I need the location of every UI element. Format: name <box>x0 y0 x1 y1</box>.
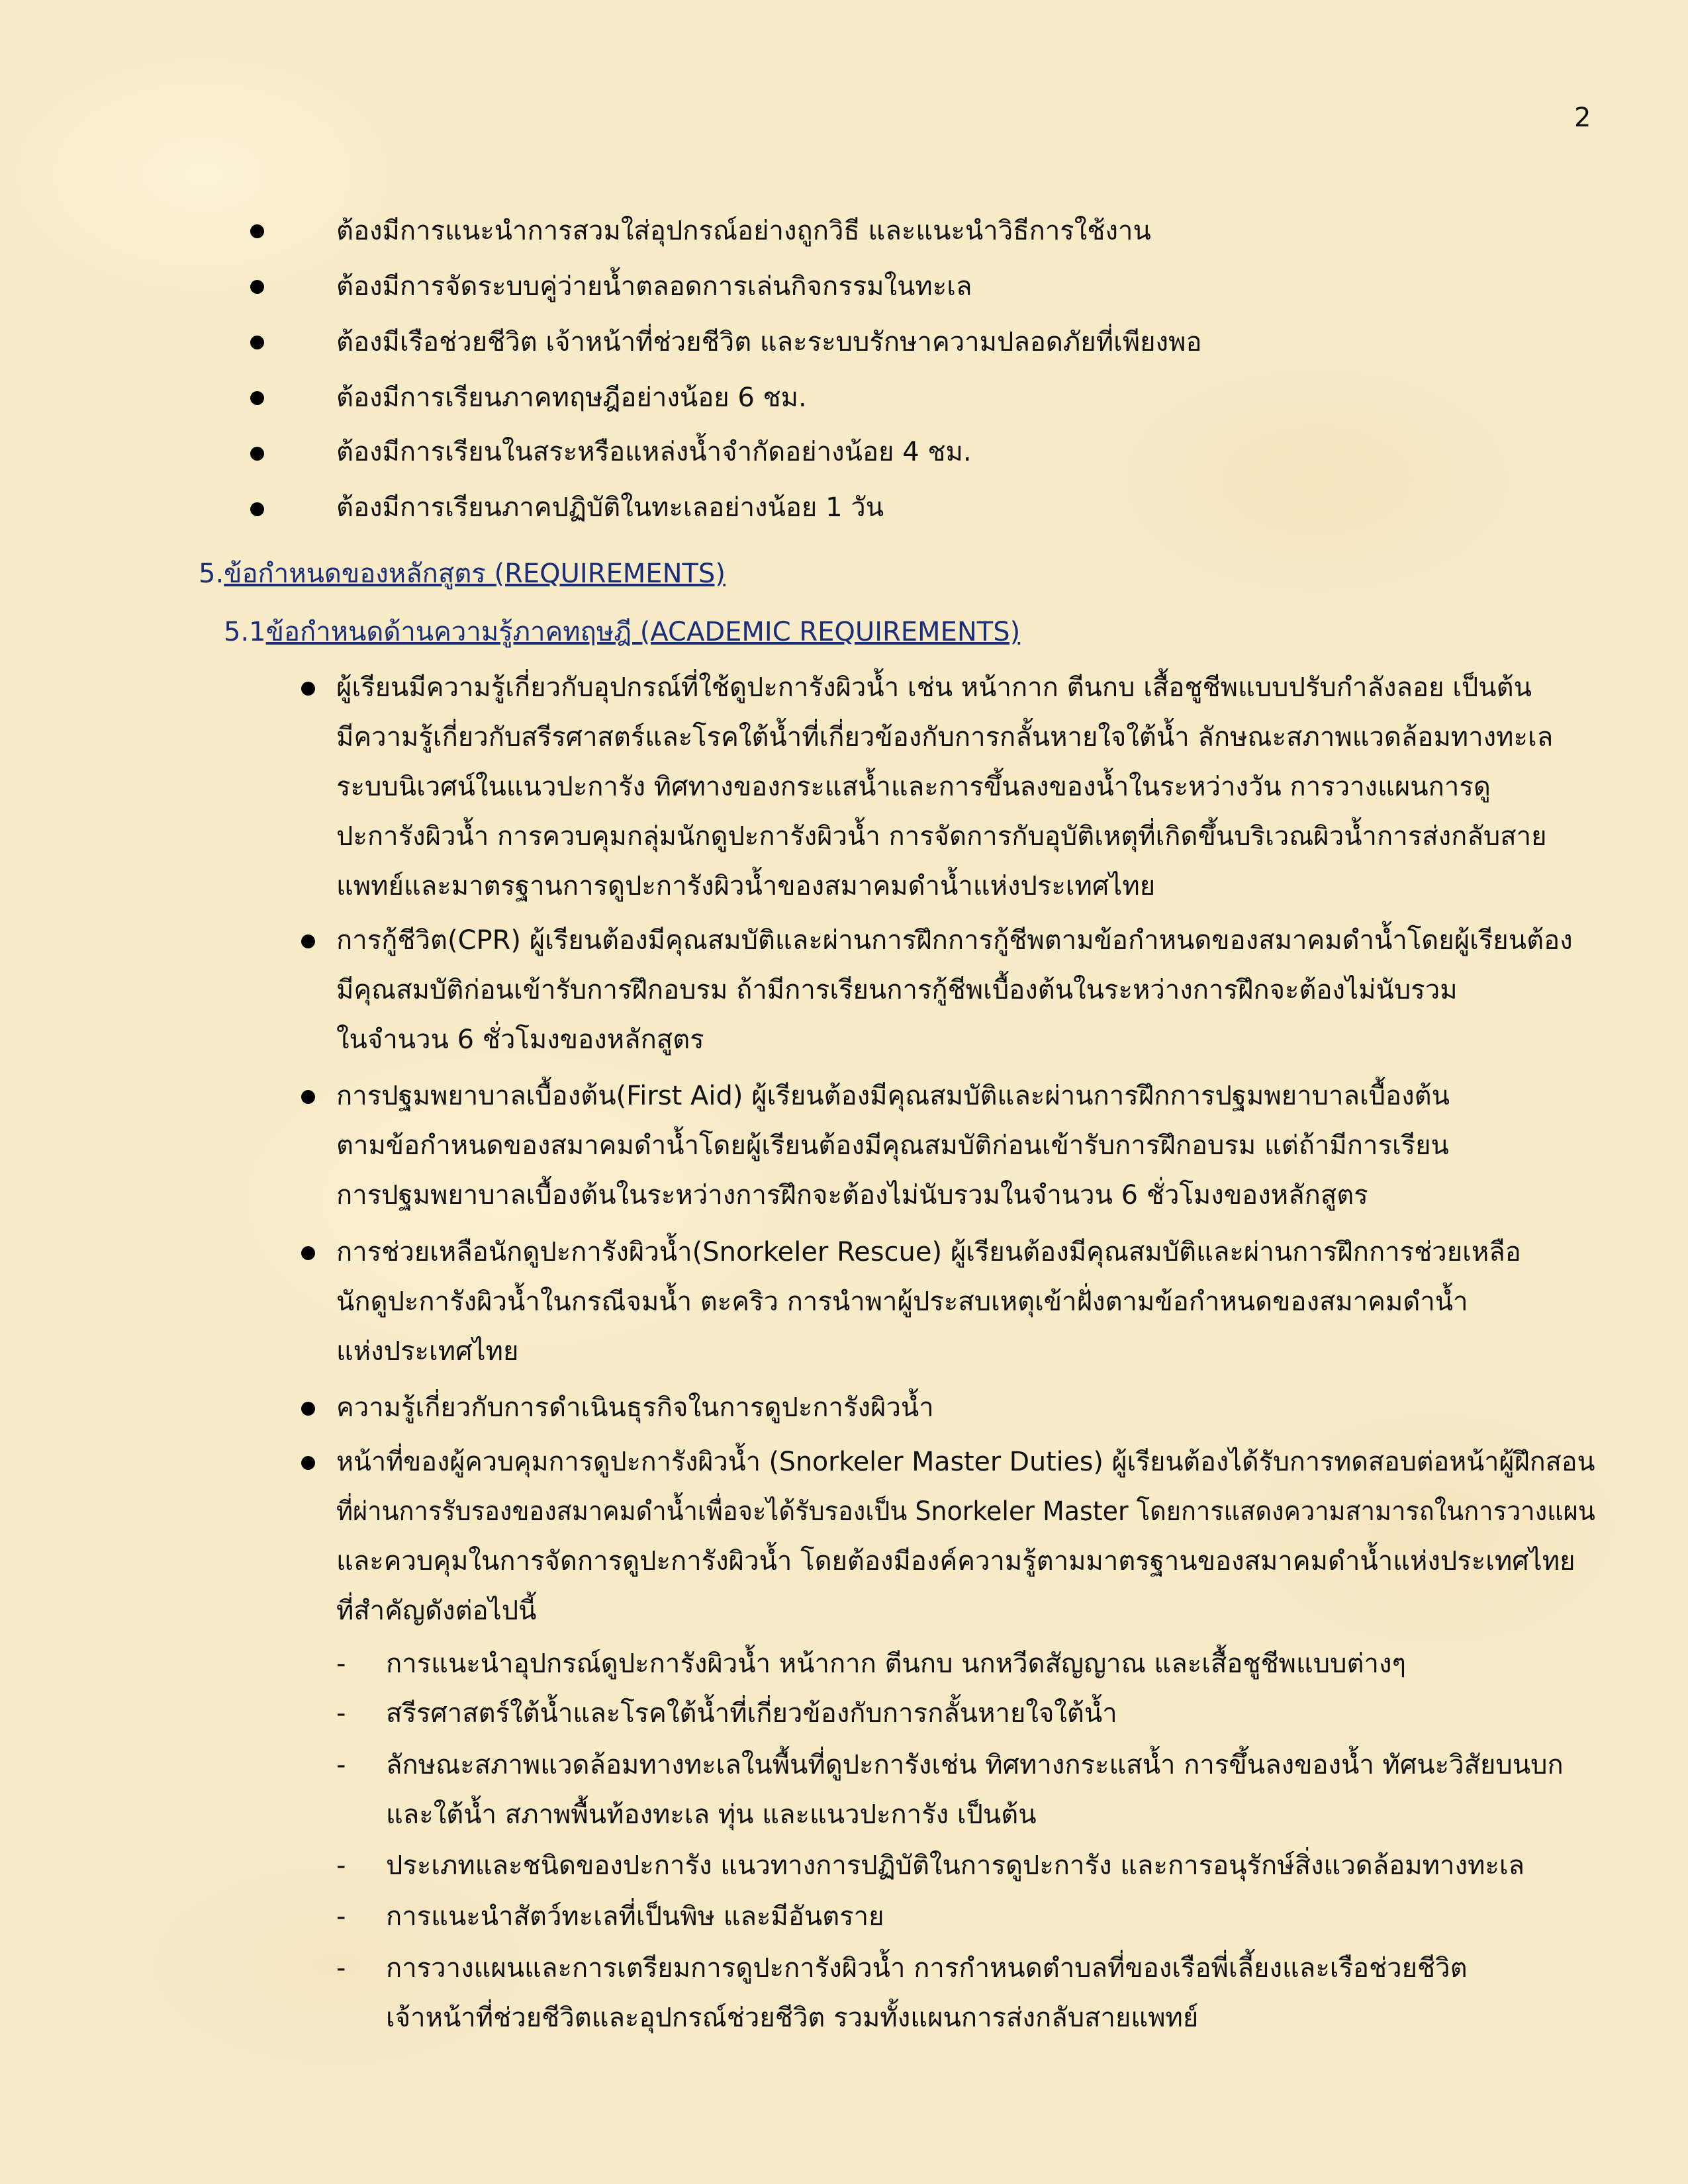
list-item: การแนะนำสัตว์ทะเลที่เป็นพิษ และมีอันตราย <box>386 1901 884 1932</box>
list-item: สรีรศาสตร์ใต้น้ำและโรคใต้น้ำที่เกี่ยวข้องกับการกลั้นหายใจใต้น้ำ <box>386 1698 1117 1729</box>
list-item: ต้องมีการจัดระบบคู่ว่ายน้ำตลอดการเล่นกิจกรรมในทะเล <box>336 271 972 302</box>
section-5-1-number: 5.1 <box>224 617 266 647</box>
paragraph-line: หน้าที่ของผู้ควบคุมการดูปะการังผิวน้ำ (Snorkeler Master Duties) ผู้เรียนต้องได้รับการทดสอบต่อหน้าผู้ฝึกสอน <box>336 1447 1595 1477</box>
paragraph-line: การปฐมพยาบาลเบื้องต้นในระหว่างการฝึกจะต้องไม่นับรวมในจำนวน 6 ชั่วโมงของหลักสูตร <box>336 1180 1368 1210</box>
section-5-1-title: ข้อกำหนดด้านความรู้ภาคทฤษฎี (ACADEMIC REQUIREMENTS) <box>265 617 1021 647</box>
bullet-icon <box>250 447 264 461</box>
bullet-icon <box>250 280 264 294</box>
bullet-icon <box>250 391 264 405</box>
paragraph-line: นักดูปะการังผิวน้ำในกรณีจมน้ำ ตะคริว การนำพาผู้ประสบเหตุเข้าฝั่งตามข้อกำหนดของสมาคมดำน้ำ <box>336 1287 1468 1317</box>
paragraph-line: การปฐมพยาบาลเบื้องต้น(First Aid) ผู้เรียนต้องมีคุณสมบัติและผ่านการฝึกการปฐมพยาบาลเบื้องต้น <box>336 1081 1450 1111</box>
section-5-title: ข้อกำหนดของหลักสูตร (REQUIREMENTS) <box>224 559 726 589</box>
section-5-number: 5. <box>199 559 224 589</box>
paragraph-line: ผู้เรียนมีความรู้เกี่ยวกับอุปกรณ์ที่ใช้ดูปะการังผิวน้ำ เช่น หน้ากาก ตีนกบ เสื้อชูชีพแบบปรับกำลังลอย เป็นต้น <box>336 672 1532 703</box>
bullet-icon <box>301 1402 315 1416</box>
bullet-icon <box>301 1090 315 1104</box>
paragraph-line: ตามข้อกำหนดของสมาคมดำน้ำโดยผู้เรียนต้องมีคุณสมบัติก่อนเข้ารับการฝึกอบรม แต่ถ้ามีการเรียน <box>336 1130 1449 1161</box>
dash-marker: - <box>336 1649 346 1679</box>
bullet-icon <box>250 336 264 349</box>
list-item: ต้องมีการเรียนในสระหรือแหล่งน้ำจำกัดอย่างน้อย 4 ชม. <box>336 437 972 467</box>
dash-marker: - <box>336 1953 346 1983</box>
paragraph-line: การช่วยเหลือนักดูปะการังผิวน้ำ(Snorkeler Rescue) ผู้เรียนต้องมีคุณสมบัติและผ่านการฝึกการช่วยเหลือ <box>336 1237 1521 1267</box>
list-item: ต้องมีการแนะนำการสวมใส่อุปกรณ์อย่างถูกวิธี และแนะนำวิธีการใช้งาน <box>336 216 1151 246</box>
section-5-heading <box>199 558 726 590</box>
list-item: ลักษณะสภาพแวดล้อมทางทะเลในพื้นที่ดูปะการังเช่น ทิศทางกระแสน้ำ การขึ้นลงของน้ำ ทัศนะวิสัยบนบก <box>386 1750 1564 1780</box>
paragraph-line: ความรู้เกี่ยวกับการดำเนินธุรกิจในการดูปะการังผิวน้ำ <box>336 1392 934 1423</box>
page-number: 2 <box>1574 103 1591 133</box>
dash-marker: - <box>336 1901 346 1932</box>
section-5-1-heading <box>224 616 1020 648</box>
list-item: ต้องมีการเรียนภาคปฏิบัติในทะเลอย่างน้อย 1 วัน <box>336 492 884 523</box>
list-item: การแนะนำอุปกรณ์ดูปะการังผิวน้ำ หน้ากาก ตีนกบ นกหวีดสัญญาณ และเสื้อชูชีพแบบต่างๆ <box>386 1649 1406 1679</box>
paragraph-line: และควบคุมในการจัดการดูปะการังผิวน้ำ โดยต้องมีองค์ความรู้ตามมาตรฐานของสมาคมดำน้ำแห่งประเทศไทย <box>336 1546 1575 1576</box>
list-item: การวางแผนและการเตรียมการดูปะการังผิวน้ำ การกำหนดตำบลที่ของเรือพี่เลี้ยงและเรือช่วยชีวิต <box>386 1953 1468 1983</box>
paragraph-line: แพทย์และมาตรฐานการดูปะการังผิวน้ำของสมาคมดำน้ำแห่งประเทศไทย <box>336 871 1156 901</box>
paragraph-line: มีความรู้เกี่ยวกับสรีรศาสตร์และโรคใต้น้ำที่เกี่ยวข้องกับการกลั้นหายใจใต้น้ำ ลักษณะสภาพแวดล้อมทางทะเล <box>336 722 1554 752</box>
list-item: ประเภทและชนิดของปะการัง แนวทางการปฏิบัติในการดูปะการัง และการอนุรักษ์สิ่งแวดล้อมทางทะเล <box>386 1850 1525 1881</box>
list-item: ต้องมีการเรียนภาคทฤษฎีอย่างน้อย 6 ชม. <box>336 383 807 413</box>
bullet-icon <box>250 502 264 516</box>
bullet-icon <box>301 1246 315 1260</box>
paragraph-line: มีคุณสมบัติก่อนเข้ารับการฝึกอบรม ถ้ามีการเรียนการกู้ชีพเบื้องต้นในระหว่างการฝึกจะต้องไม่นับรวม <box>336 975 1458 1005</box>
bullet-icon <box>301 934 315 948</box>
dash-marker: - <box>336 1698 346 1729</box>
paragraph-line: แห่งประเทศไทย <box>336 1336 519 1367</box>
paragraph-line: ระบบนิเวศน์ในแนวปะการัง ทิศทางของกระแสน้ำและการขึ้นลงของน้ำในระหว่างวัน การวางแผนการดู <box>336 772 1491 802</box>
paragraph-line: ที่สำคัญดังต่อไปนี้ <box>336 1596 537 1626</box>
bullet-icon <box>301 682 315 696</box>
bullet-icon <box>301 1456 315 1470</box>
dash-marker: - <box>336 1750 346 1780</box>
paragraph-line: การกู้ชีวิต(CPR) ผู้เรียนต้องมีคุณสมบัติและผ่านการฝึกการกู้ชีพตามข้อกำหนดของสมาคมดำน้ำโดยผู้เรียนต้อง <box>336 925 1573 956</box>
list-item: ต้องมีเรือช่วยชีวิต เจ้าหน้าที่ช่วยชีวิต และระบบรักษาความปลอดภัยที่เพียงพอ <box>336 327 1202 357</box>
paragraph-line: ในจำนวน 6 ชั่วโมงของหลักสูตร <box>336 1024 704 1055</box>
dash-marker: - <box>336 1850 346 1881</box>
list-item: เจ้าหน้าที่ช่วยชีวิตและอุปกรณ์ช่วยชีวิต รวมทั้งแผนการส่งกลับสายแพทย์ <box>386 2003 1199 2033</box>
list-item: และใต้น้ำ สภาพพื้นท้องทะเล ทุ่น และแนวปะการัง เป็นต้น <box>386 1799 1037 1830</box>
paragraph-line: ปะการังผิวน้ำ การควบคุมกลุ่มนักดูปะการังผิวน้ำ การจัดการกับอุบัติเหตุที่เกิดขึ้นบริเวณผิวน้ำการส่งกลับสาย <box>336 821 1547 852</box>
bullet-icon <box>250 224 264 238</box>
paragraph-line: ที่ผ่านการรับรองของสมาคมดำน้ำเพื่อจะได้รับรองเป็น Snorkeler Master โดยการแสดงความสามารถในการวางแผน <box>336 1496 1595 1527</box>
